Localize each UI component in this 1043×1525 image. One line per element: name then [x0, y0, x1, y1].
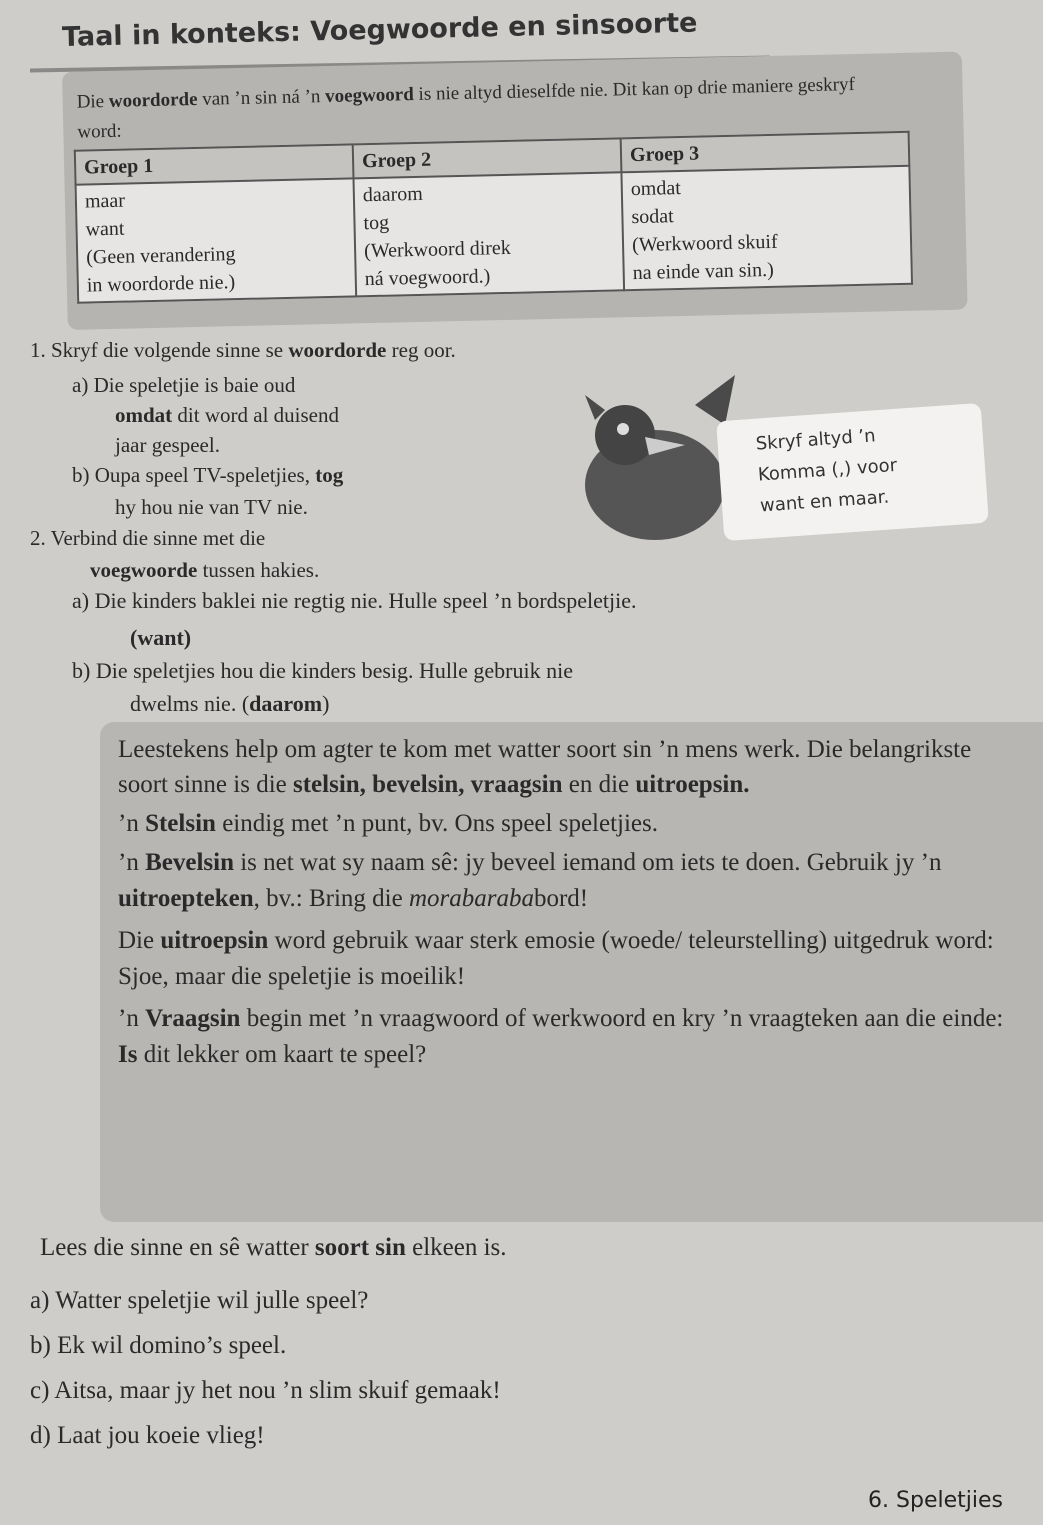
text-segment: omdat: [115, 403, 173, 427]
cell-line: (Werkwoord direk: [363, 236, 512, 263]
cell-line: sodat: [631, 205, 674, 229]
text-segment: word gebruik waar sterk emosie (woede/ teleurstelling) uitgedruk word: Sjoe, maar die speletjie is moeilik!: [118, 927, 994, 990]
page-footer: 6. Speletjies: [868, 1488, 1003, 1513]
text-segment: (want): [130, 625, 192, 650]
text-segment: 2. Verbind die sinne met die: [30, 526, 266, 550]
text-segment: is net wat sy naam sê: jy beveel iemand om iets te doen. Gebruik jy ’n: [233, 849, 942, 876]
question-2b-line2: [130, 688, 329, 719]
question-3a: a) Watter speletjie wil julle speel?: [30, 1287, 369, 1314]
text-segment: Vraagsin: [145, 1005, 241, 1032]
text-segment: dit lekker om kaart te speel?: [137, 1041, 427, 1068]
text-segment: Bevelsin: [145, 849, 234, 876]
text-segment: begin met ’n vraagwoord of werkwoord en kry ’n vraagteken aan die einde:: [240, 1005, 1004, 1032]
conjunction-groups-table: [74, 131, 913, 304]
question-1-heading: [30, 335, 456, 366]
question-3-heading: [40, 1232, 507, 1263]
question-3d: d) Laat jou koeie vlieg!: [30, 1422, 265, 1449]
text-segment: dit word al duisend: [172, 403, 339, 427]
cell-line: daarom: [362, 182, 424, 207]
text-segment: ): [322, 691, 330, 716]
cell-line: na einde van sin.): [632, 258, 775, 285]
text-segment: tog: [315, 463, 344, 487]
text-segment: eindig met ’n punt, bv. Ons speel speletjies.: [215, 810, 658, 837]
text-segment: , bv.: Bring die: [253, 885, 409, 912]
text-segment: b) Oupa speel TV-speletjies,: [72, 463, 316, 487]
text-segment: uitroepsin: [160, 927, 269, 954]
info-paragraph: [118, 806, 1018, 841]
text-segment: en die: [562, 771, 636, 798]
question-3c: c) Aitsa, maar jy het nou ’n slim skuif gemaak!: [30, 1377, 501, 1404]
text-segment: bord!: [533, 885, 589, 912]
table-cell-group-1: [76, 178, 357, 302]
text-segment: Lees die sinne en sê watter: [40, 1234, 315, 1261]
question-1b-line2: [115, 492, 308, 523]
text-segment: voegwoord: [324, 84, 415, 108]
text-segment: stelsin, bevelsin, vraagsin: [293, 771, 563, 798]
text-segment: voegwoorde: [90, 558, 198, 582]
cell-line: ná voegwoord.): [364, 265, 491, 291]
cell-line: want: [85, 217, 125, 241]
bird-illustration: [545, 365, 745, 565]
bubble-line: Skryf altyd ’n: [755, 425, 877, 455]
info-paragraph: [118, 1001, 1018, 1073]
info-paragraph: [118, 732, 1018, 802]
question-2a-line2: [130, 622, 191, 653]
info-paragraph: [118, 845, 1018, 917]
table-header: Groep 2: [353, 138, 622, 178]
bubble-line: Komma (,) voor: [757, 454, 898, 486]
cell-line: omdat: [630, 176, 682, 201]
cell-line: maar: [84, 189, 126, 213]
text-segment: elkeen is.: [405, 1234, 507, 1261]
text-segment: soort sin: [314, 1234, 406, 1261]
text-segment: Stelsin: [145, 810, 216, 837]
sentence-types-info-box: [100, 722, 1043, 1222]
text-segment: woordorde: [288, 338, 387, 362]
info-paragraph: [118, 923, 1018, 995]
text-segment: is nie altyd dieselfde nie. Dit kan op drie maniere geskryf word:: [77, 74, 856, 143]
text-segment: jaar gespeel.: [115, 433, 220, 457]
speech-bubble: [716, 403, 989, 541]
text-segment: Is: [118, 1041, 138, 1068]
text-segment: Die: [118, 927, 161, 954]
table-cell-group-3: [621, 166, 912, 291]
text-segment: Leestekens help om agter te kom met watter soort sin ’n mens werk. Die belangrikste soort sinne is die: [118, 736, 972, 798]
question-1a-line3: [115, 430, 220, 461]
text-segment: dwelms nie. (: [130, 691, 250, 716]
question-2-heading: [30, 523, 265, 554]
text-segment: uitroepteken: [118, 885, 254, 912]
text-segment: hy hou nie van TV nie.: [115, 495, 308, 519]
question-1a: [72, 370, 295, 401]
cell-line: tog: [363, 211, 390, 235]
cell-line: (Werkwoord skuif: [631, 230, 778, 257]
text-segment: woordorde: [108, 88, 198, 112]
question-2a: [72, 585, 636, 616]
question-2b: [72, 655, 573, 686]
text-segment: 1. Skryf die volgende sinne se: [30, 338, 289, 362]
question-3b: b) Ek wil domino’s speel.: [30, 1332, 287, 1359]
text-segment: uitroepsin.: [635, 771, 750, 798]
text-segment: morabaraba: [408, 885, 534, 912]
text-segment: daarom: [249, 691, 323, 716]
table-header: Groep 3: [621, 132, 910, 173]
text-segment: Die: [76, 90, 110, 113]
text-segment: ’n: [118, 849, 146, 876]
text-segment: reg oor.: [386, 338, 456, 362]
question-1a-line2: [115, 400, 339, 431]
text-segment: a) Die speletjie is baie oud: [72, 373, 296, 397]
cell-line: in woordorde nie.): [86, 271, 236, 297]
cell-line: (Geen verandering: [85, 243, 236, 269]
word-order-info-box: [62, 52, 968, 330]
text-segment: a) Die kinders baklei nie regtig nie. Hulle speel ’n bordspeletjie.: [72, 588, 637, 613]
text-segment: ’n: [118, 810, 146, 837]
page-title: Taal in konteks: Voegwoorde en sinsoorte: [61, 7, 698, 53]
table-cell-group-2: [353, 172, 624, 296]
question-2-heading-line2: [90, 555, 319, 586]
table-header: Groep 1: [75, 144, 354, 184]
text-segment: b) Die speletjies hou die kinders besig. Hulle gebruik nie: [72, 658, 573, 683]
text-segment: van ’n sin ná ’n: [197, 86, 326, 110]
text-segment: ’n: [118, 1005, 146, 1032]
question-1b: [72, 460, 343, 491]
text-segment: tussen hakies.: [197, 558, 320, 582]
bubble-line: want en maar.: [759, 486, 890, 517]
